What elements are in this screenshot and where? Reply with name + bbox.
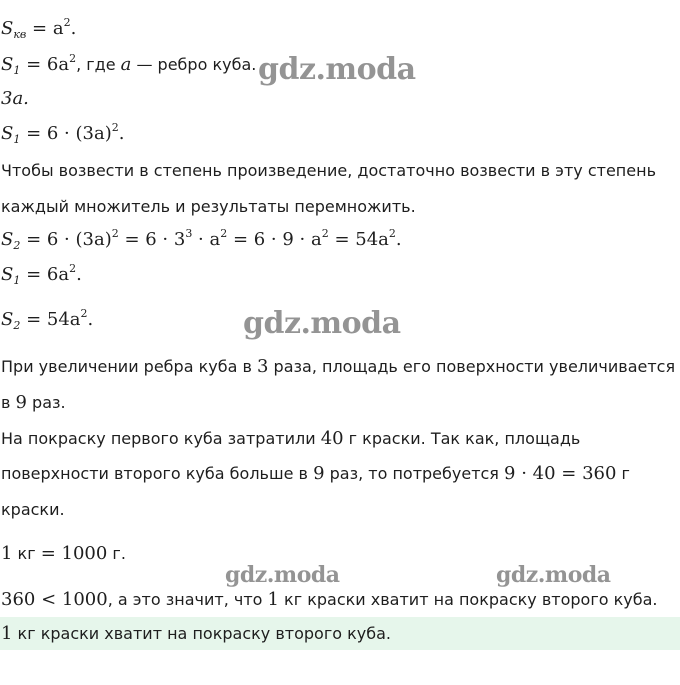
answer-text: 1 кг краски хватит на покраску второго куба.: [1, 623, 391, 644]
formula-s1-substituted: $S_1 = 6 \cdot (3a)^2$.: [1, 121, 125, 146]
formula-edge-3a: 3a.: [1, 88, 29, 109]
formula-s1-result: $S_1 = 6a^2$.: [1, 262, 82, 287]
conclusion-area-line-2: в 9 раз.: [1, 392, 66, 413]
paint-line-2: поверхности второго куба больше в 9 раз, то потребуется 9 · 40 = 360 г: [1, 463, 630, 484]
answer-box: [0, 617, 680, 650]
paint-line-3: краски.: [1, 500, 65, 519]
paint-line-1: На покраску первого куба затратили 40 г краски. Так как, площадь: [1, 428, 581, 449]
watermark-logo: gdz.moda: [225, 562, 340, 588]
watermark-logo: gdz.moda: [243, 306, 401, 341]
watermark-logo: gdz.moda: [258, 52, 416, 87]
explanation-line-1: Чтобы возвести в степень произведение, достаточно возвести в эту степень: [1, 161, 656, 180]
conclusion-area-line-1: При увеличении ребра куба в 3 раза, площадь его поверхности увеличивается: [1, 356, 676, 377]
explanation-line-2: каждый множитель и результаты перемножить.: [1, 197, 416, 216]
formula-s2-result: $S_2 = 54a^2$.: [1, 307, 94, 332]
formula-s2-expansion: $S_2 = 6 \cdot (3a)^2 = 6 \cdot 3^3 \cdot a^2 = 6 \cdot 9 \cdot a^2 = 54a^2$.: [1, 227, 402, 252]
watermark-logo: gdz.moda: [496, 562, 611, 588]
comparison-line: 360 < 1000, а это значит, что 1 кг краски хватит на покраску второго куба.: [1, 589, 658, 610]
formula-s1-definition: $S_1 = 6a^2$, где a — ребро куба.: [1, 52, 257, 77]
formula-area-square: $S_{кв} = a^2$.: [1, 16, 77, 41]
conversion-kg-g: 1 кг = 1000 г.: [1, 543, 126, 564]
